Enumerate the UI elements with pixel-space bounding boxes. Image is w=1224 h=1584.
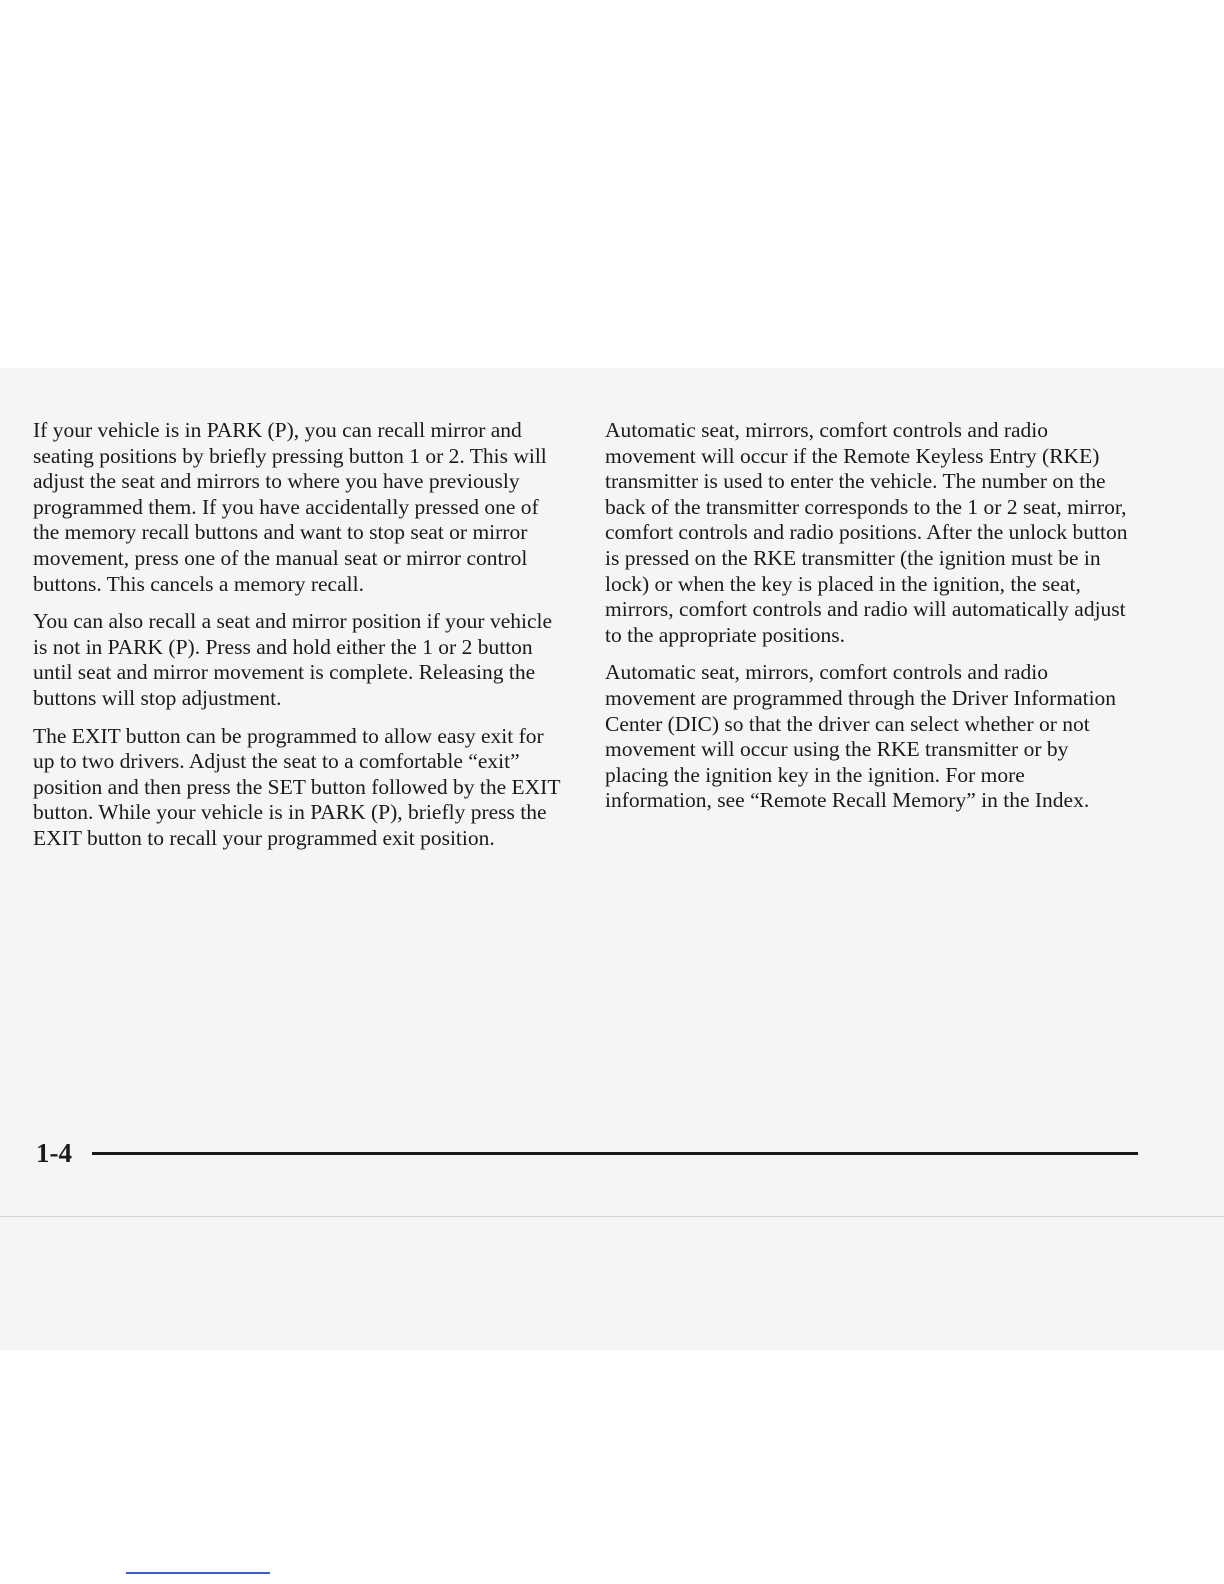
bottom-link-underline — [126, 1572, 270, 1574]
right-text-column — [605, 418, 1133, 826]
left-text-column — [33, 418, 563, 864]
page-number: 1-4 — [36, 1138, 72, 1168]
page-edge-divider — [0, 1216, 1224, 1217]
paragraph-exit-button: The EXIT button can be programmed to allow easy exit for up to two drivers. Adjust the seat to a comfortable “exit” position and then press the SET button followed by the EXIT button. While your vehicle is in PARK (P), briefly press the EXIT button to recall your programmed exit position. — [33, 723, 561, 850]
footer-rule — [92, 1152, 1138, 1155]
paragraph-not-in-park-recall: You can also recall a seat and mirror position if your vehicle is not in PARK (P). Press and hold either the 1 or 2 button until seat and mirror movement is complete. Releasing the buttons will stop adjustment. — [33, 609, 553, 710]
paragraph-park-recall: If your vehicle is in PARK (P), you can recall mirror and seating positions by briefly pressing button 1 or 2. This will adjust the seat and mirrors to where you have previously programmed them. If you have accidentally pressed one of the memory recall buttons and want to stop seat or mirror movement, press one of the manual seat or mirror control buttons. This cancels a memory recall. — [33, 418, 547, 596]
paragraph-dic-programming: Automatic seat, mirrors, comfort controls and radio movement are programmed through the Driver Information Center (DIC) so that the driver can select whether or not movement will occur using the RKE transmitter or by placing the ignition key in the ignition. For more information, see “Remote Recall Memory” in the Index. — [605, 660, 1117, 813]
paragraph-rke-automatic-movement: Automatic seat, mirrors, comfort controls and radio movement will occur if the Remote Keyless Entry (RKE) transmitter is used to enter the vehicle. The number on the back of the transmitter corresponds to the 1 or 2 seat, mirror, comfort controls and radio positions. After the unlock button is pressed on the RKE transmitter (the ignition must be in lock) or when the key is placed in the ignition, the seat, mirrors, comfort controls and radio will automatically adjust to the appropriate positions. — [605, 418, 1128, 647]
